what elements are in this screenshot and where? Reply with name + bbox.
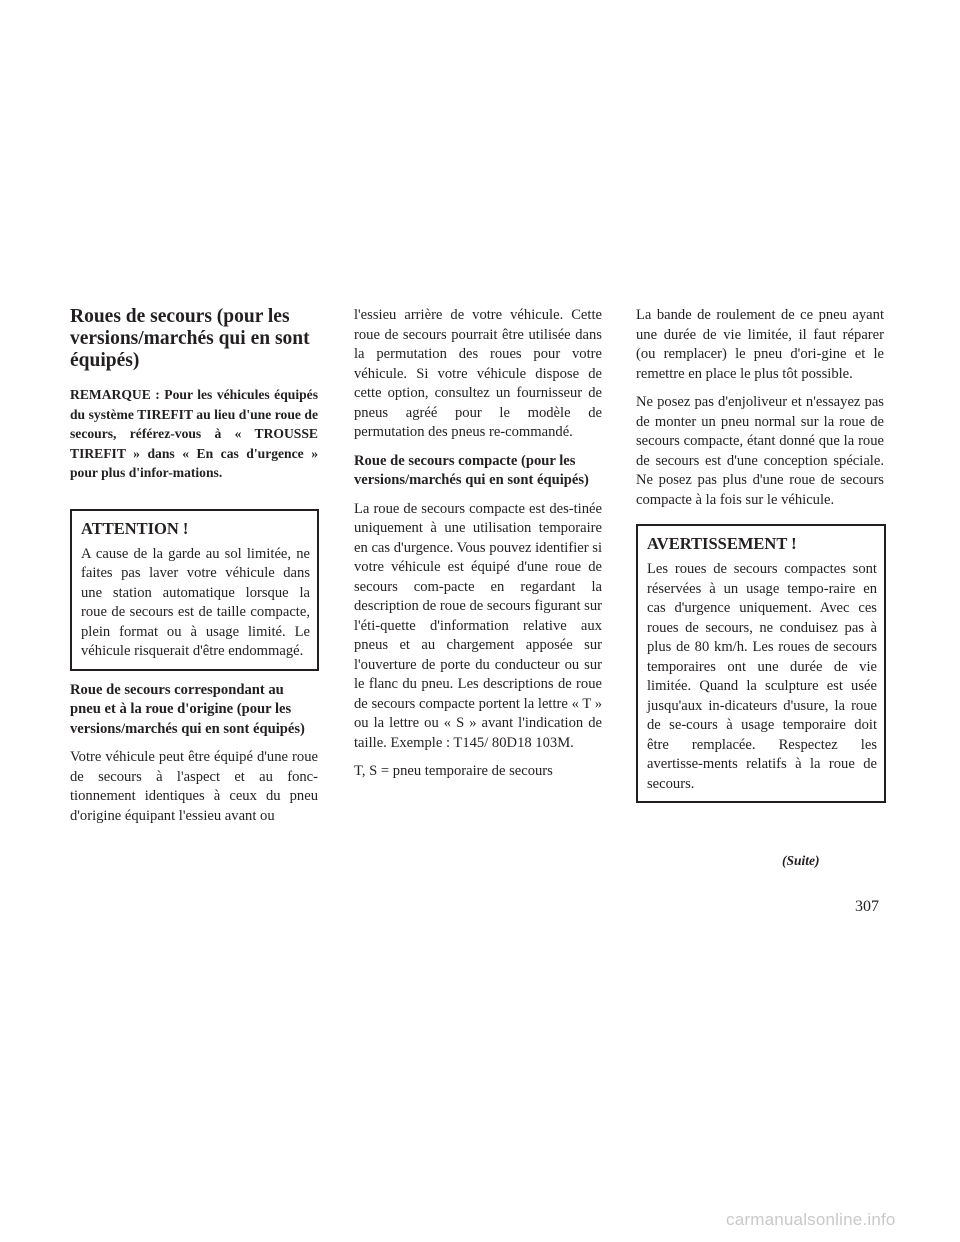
attention-box (70, 509, 319, 671)
attention-title: ATTENTION ! (81, 518, 189, 538)
column-right (636, 306, 884, 803)
subheading-matching-spare: Roue de secours correspondant au pneu et à la roue d'origine (pour les versions/marchés qui en sont équipés) (70, 681, 305, 737)
warning-text: Les roues de secours compactes sont réservées à un usage tempo-raire en cas d'urgence uniquement. Avec ces roues de secours, ne conduisez pas à plus de 80 km/h. Les roues de secours temporaires ont une durée de vie limitée. Quand la sculpture est usée jusqu'aux in-dicateurs d'usure, la roue de se-cours à usage temporaire doit être remplacée. Respectez les avertisse-ments relatifs à la roue de secours. (647, 561, 877, 792)
warning-box (636, 524, 886, 803)
continued-label: (Suite) (782, 853, 820, 868)
warning-title: AVERTISSEMENT ! (647, 534, 797, 553)
subheading-compact-spare: Roue de secours compacte (pour les versions/marchés qui en sont équipés) (354, 452, 589, 488)
paragraph-temporary-tire: T, S = pneu temporaire de secours (354, 763, 553, 779)
paragraph-rotation: l'essieu arrière de votre véhicule. Cette roue de secours pourrait être utilisée dans la permutation des roues pour votre véhicule. Si votre véhicule dispose de cette option, consultez un fournisseur de pneus agréé pour le modèle de permutation des pneus re-commandé. (354, 307, 602, 440)
page-number: 307 (855, 898, 879, 915)
paragraph-matching-spare: Votre véhicule peut être équipé d'une roue de secours à l'aspect et au fonc-tionnement identiques à ceux du pneu d'origine équipant l'essieu avant ou (70, 749, 318, 824)
remark-note: REMARQUE : Pour les véhicules équipés du système TIREFIT au lieu d'une roue de secours, référez-vous à « TROUSSE TIREFIT » dans « En cas d'urgence » pour plus d'infor-mations. (70, 387, 318, 481)
watermark: carmanualsonline.info (726, 1210, 896, 1229)
column-left (70, 306, 318, 835)
column-middle (354, 306, 602, 791)
attention-text: A cause de la garde au sol limitée, ne faites pas laver votre véhicule dans une station automatique lorsque la roue de secours est de taille compacte, plein format ou à usage limité. Le véhicule risquerait d'être endommagé. (81, 545, 310, 660)
section-title: Roues de secours (pour les versions/marchés qui en sont équipés) (70, 306, 310, 371)
paragraph-no-hubcap: Ne posez pas d'enjoliveur et n'essayez pas de monter un pneu normal sur la roue de secours compacte, étant donné que la roue de secours est d'une conception spéciale. Ne posez pas plus d'une roue de secours compacte à la fois sur le véhicule. (636, 394, 884, 508)
paragraph-tread-life: La bande de roulement de ce pneu ayant une durée de vie limitée, il faut réparer (ou remplacer) le pneu d'ori-gine et le remettre en place le plus tôt possible. (636, 307, 884, 382)
paragraph-compact-spare: La roue de secours compacte est des-tinée uniquement à une utilisation temporaire en cas d'urgence. Vous pouvez identifier si votre véhicule est équipé d'une roue de secours com-pacte en regardant la description de roue de secours figurant sur l'éti-quette d'information relative aux pneus et au chargement apposée sur l'ouverture de porte du conducteur ou sur le flanc du pneu. Les descriptions de roue de secours compacte portent la lettre « T » ou la lettre ou « S » avant l'indication de taille. Exemple : T145/ 80D18 103M. (354, 500, 603, 751)
